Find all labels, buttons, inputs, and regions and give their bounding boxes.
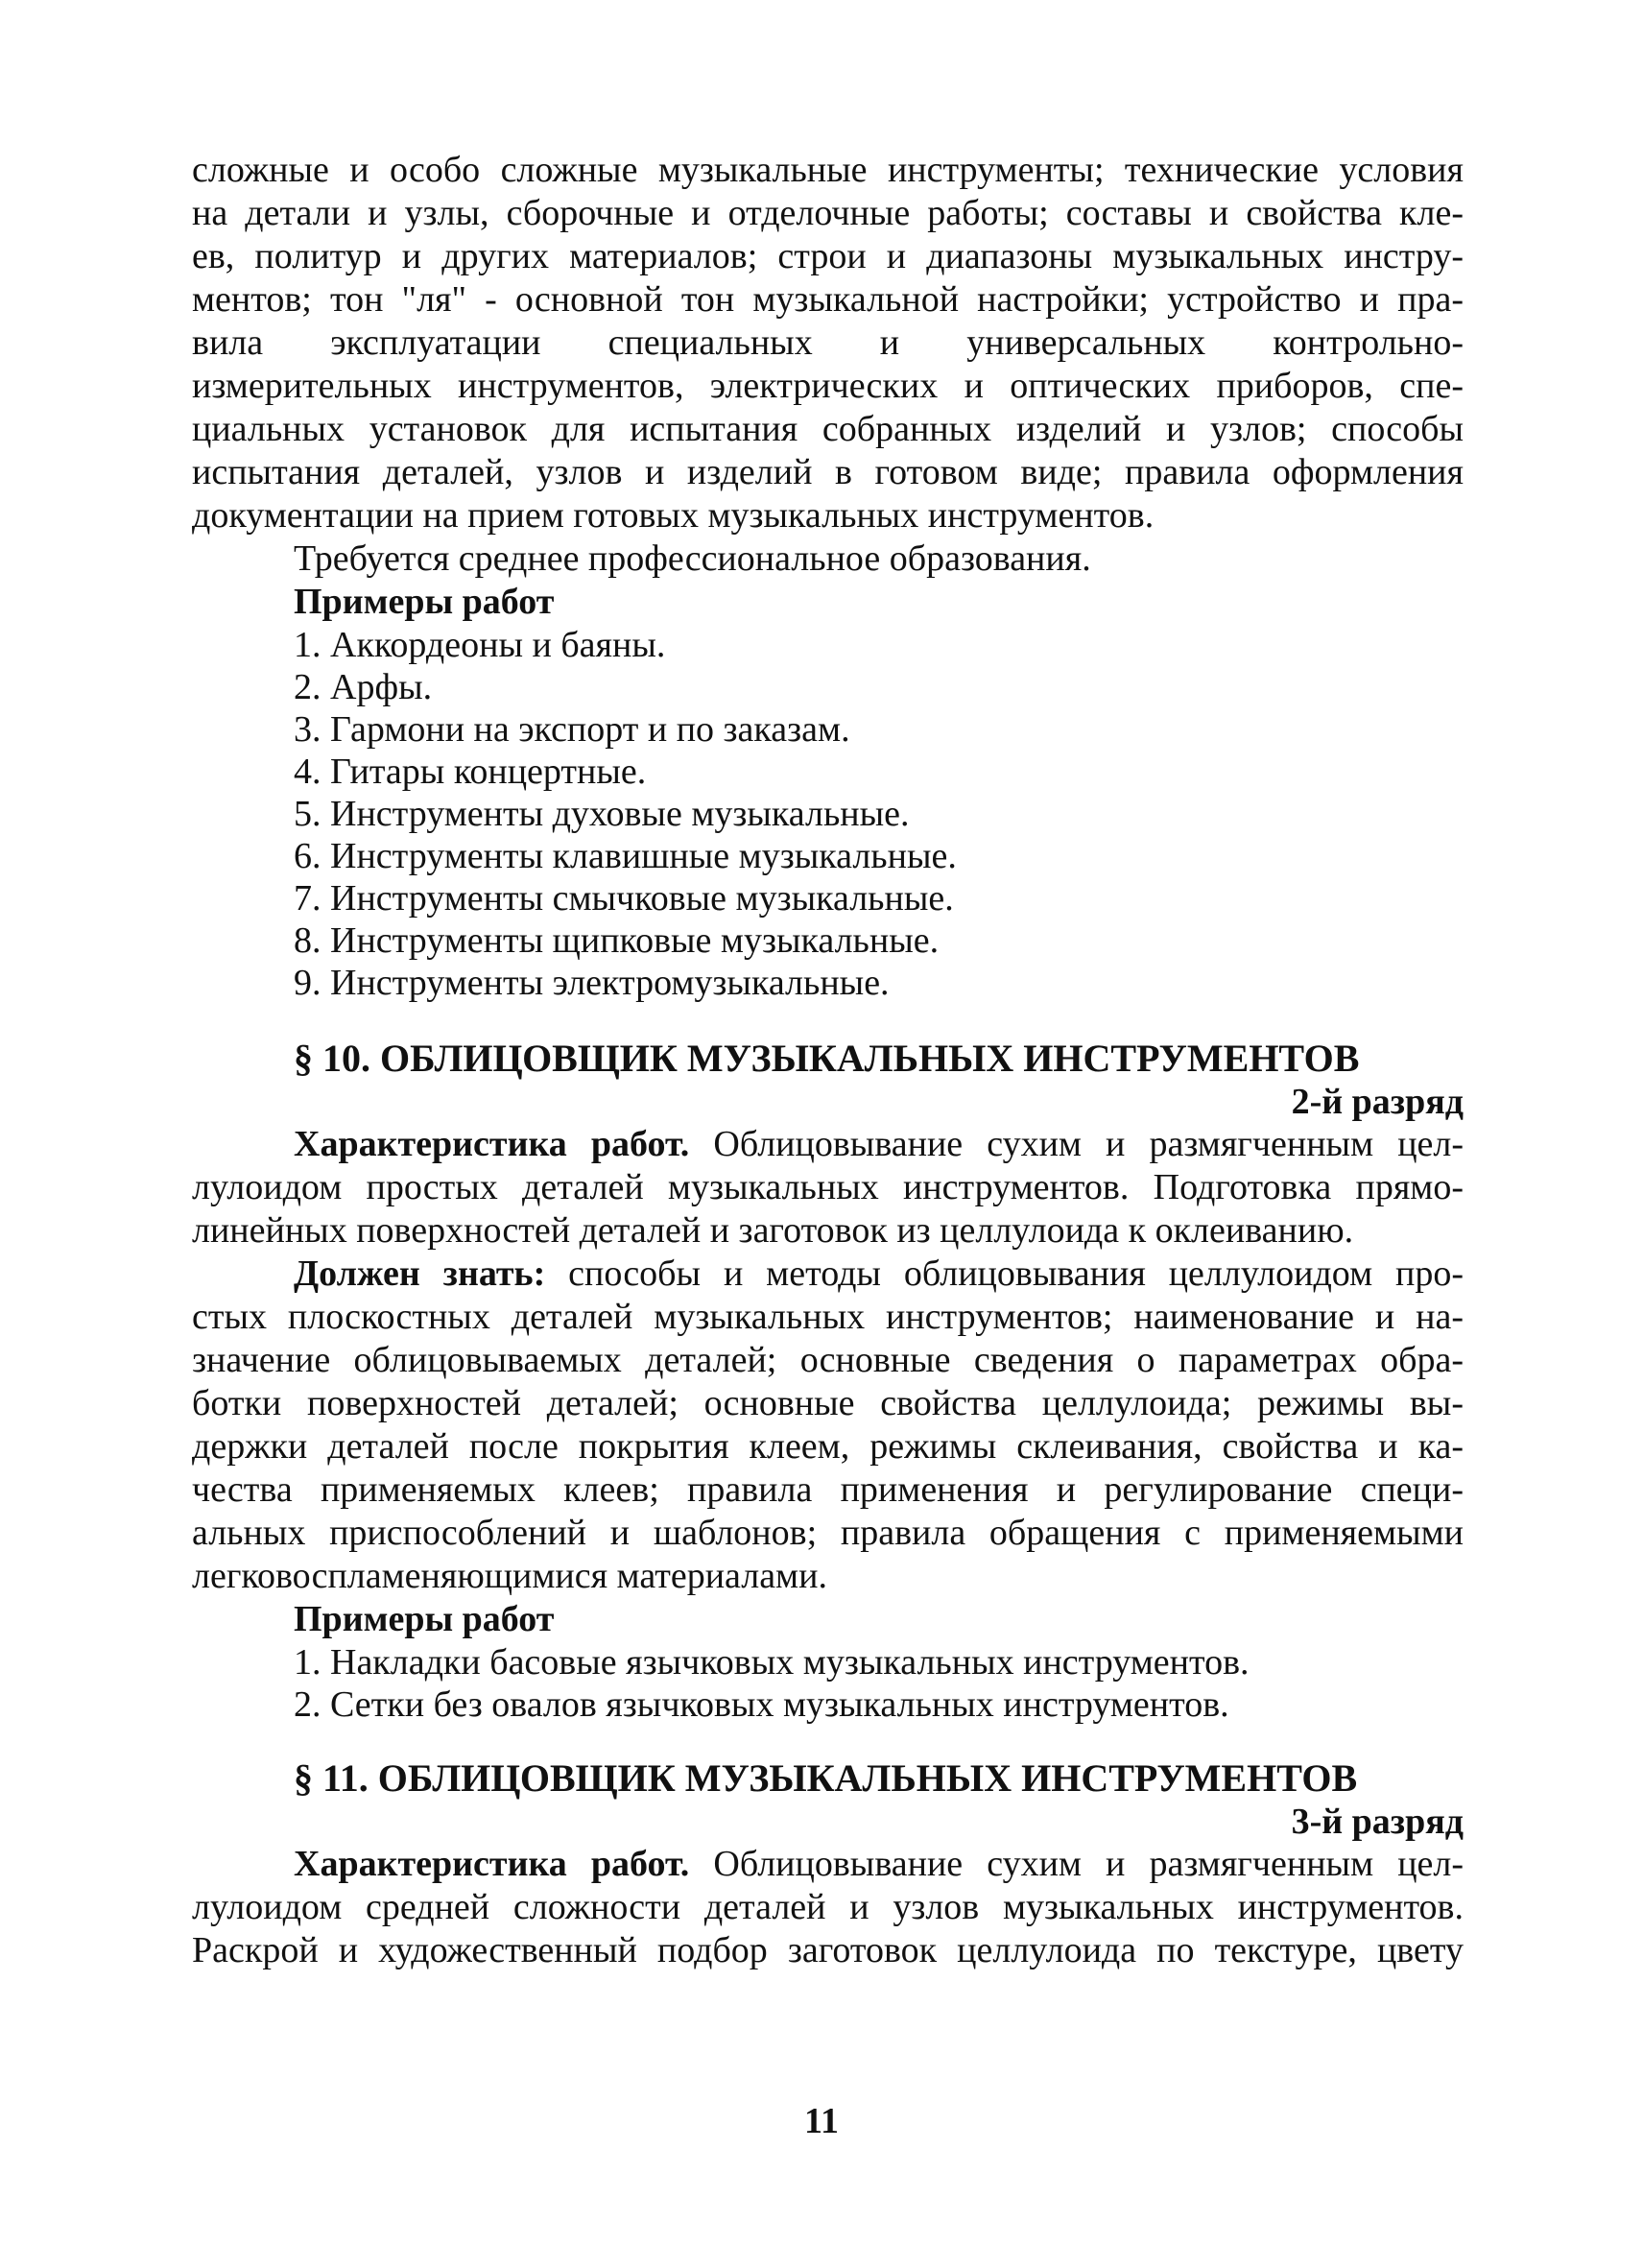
text-line: Раскрой и художественный подбор заготовок целлулоида по текстуре, цвету [192,1930,1464,1970]
examples-list [192,1641,1464,1726]
text-line: на детали и узлы, сборочные и отделочные работы; составы и свойства кле- [192,193,1464,233]
text-line: сложные и особо сложные музыкальные инструменты; технические условия [192,150,1464,190]
examples-heading: Примеры работ [294,1599,555,1639]
list-item: 5. Инструменты духовые музыкальные. [294,794,910,834]
list-item: 6. Инструменты клавишные музыкальные. [294,836,957,876]
text-line: лулоидом средней сложности деталей и узлов музыкальных инструментов. [192,1887,1464,1927]
text-line: лулоидом простых деталей музыкальных инструментов. Подготовка прямо- [192,1167,1464,1207]
text-line: документации на прием готовых музыкальных инструментов. [192,495,1155,536]
text-line [192,1123,1464,1166]
knowledge-text: способы и методы облицовывания целлулоидом про- [568,1253,1464,1294]
text-line: ев, политур и других материалов; строи и диапазоны музыкальных инстру- [192,236,1464,276]
characteristics-text: Облицовывание сухим и размягченным цел- [713,1124,1464,1164]
list-item: 2. Сетки без овалов язычковых музыкальных инструментов. [294,1684,1229,1725]
list-item: 2. Арфы. [294,667,433,707]
text-line: вила эксплуатации специальных и универсальных контрольно- [192,322,1464,363]
text-line: легковоспламеняющимися материалами. [192,1556,827,1596]
examples-list [192,624,1464,1004]
list-item: 9. Инструменты электромузыкальные. [294,963,890,1003]
text-line: чества применяемых клеев; правила применения и регулирование специ- [192,1469,1464,1510]
section-11 [192,1756,1464,1972]
text-line: измерительных инструментов, электрических и оптических приборов, спе- [192,366,1464,406]
section-10 [192,1037,1464,1726]
education-requirement: Требуется среднее профессиональное образования. [294,538,1091,579]
grade-label: 3-й разряд [1291,1802,1464,1842]
grade-label: 2-й разряд [1291,1082,1464,1122]
text-line: циальных установок для испытания собранных изделий и узлов; способы [192,409,1464,449]
list-item: 1. Аккордеоны и баяны. [294,625,666,665]
text-line [192,1843,1464,1886]
text-line: линейных поверхностей деталей и заготовок из целлулоида к оклеиванию. [192,1210,1354,1251]
text-line [192,1253,1464,1296]
section-title: § 11. ОБЛИЦОВЩИК МУЗЫКАЛЬНЫХ ИНСТРУМЕНТОВ [294,1756,1358,1800]
text-line: держки деталей после покрытия клеем, режимы склеивания, свойства и ка- [192,1426,1464,1467]
text-line: испытания деталей, узлов и изделий в готовом виде; правила оформления [192,452,1464,492]
characteristics-label: Характеристика работ. [294,1124,690,1164]
text-line: значение облицовываемых деталей; основные сведения о параметрах обра- [192,1340,1464,1380]
text-line: ботки поверхностей деталей; основные свойства целлулоида; режимы вы- [192,1383,1464,1423]
text-line: ментов; тон "ля" - основной тон музыкальной настройки; устройство и пра- [192,279,1464,320]
list-item: 8. Инструменты щипковые музыкальные. [294,920,940,961]
section-title: § 10. ОБЛИЦОВЩИК МУЗЫКАЛЬНЫХ ИНСТРУМЕНТОВ [294,1037,1360,1080]
characteristics-text: Облицовывание сухим и размягченным цел- [713,1844,1464,1884]
list-item: 3. Гармони на экспорт и по заказам. [294,709,850,750]
text-line: стых плоскостных деталей музыкальных инструментов; наименование и на- [192,1297,1464,1337]
intro-block [192,149,1464,1004]
text-line: альных приспособлений и шаблонов; правила обращения с применяемыми [192,1513,1464,1553]
characteristics-label: Характеристика работ. [294,1844,690,1884]
page-number: 11 [804,2101,839,2141]
list-item: 7. Инструменты смычковые музыкальные. [294,878,954,919]
examples-heading: Примеры работ [294,582,555,622]
list-item: 1. Накладки басовые язычковых музыкальных инструментов. [294,1642,1250,1683]
knowledge-label: Должен знать: [294,1253,546,1294]
list-item: 4. Гитары концертные. [294,752,647,792]
